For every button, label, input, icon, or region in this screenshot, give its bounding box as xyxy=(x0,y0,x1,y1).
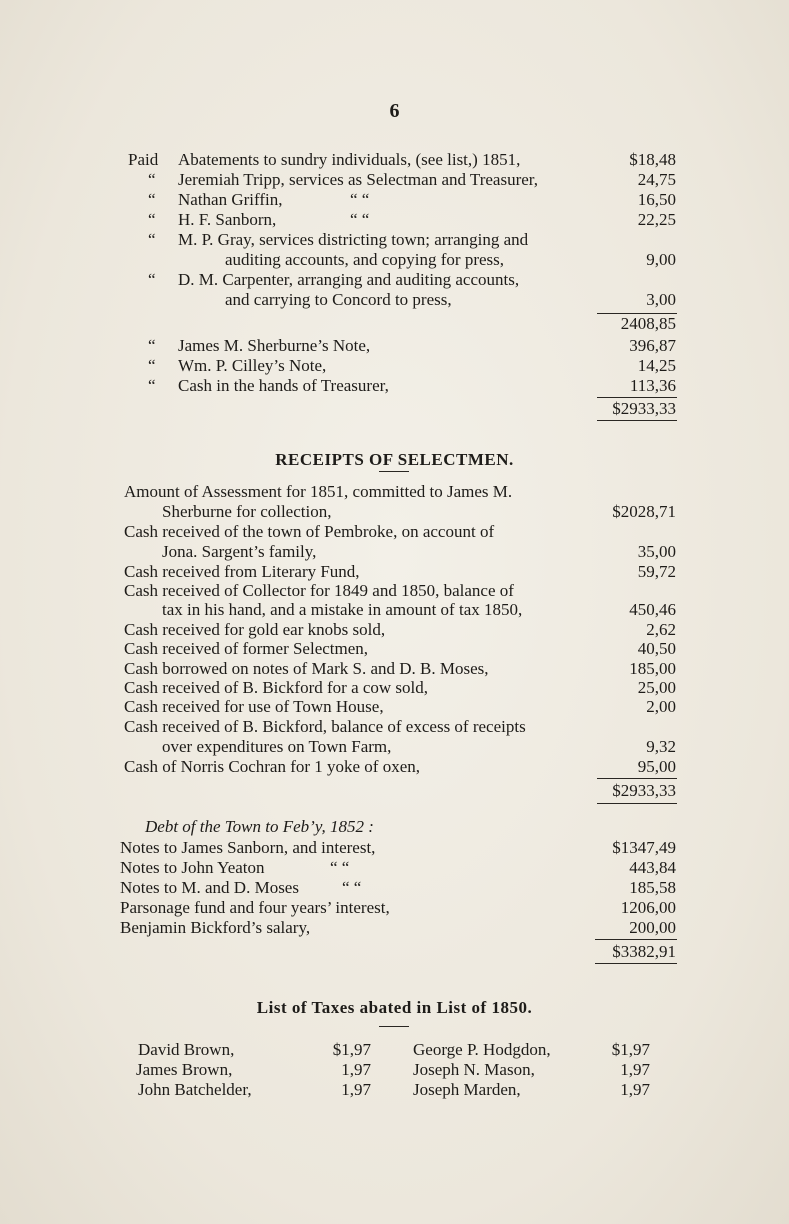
receipts-heading: RECEIPTS OF SELECTMEN. xyxy=(275,450,514,469)
receipt-row xyxy=(0,678,789,698)
ditto-marks: “ “ xyxy=(350,190,370,209)
payment-row xyxy=(0,230,789,250)
receipt-text: Cash received of B. Bickford for a cow sold, xyxy=(124,678,429,697)
abated-row xyxy=(0,1060,789,1080)
receipt-amount: 185,00 xyxy=(629,659,676,678)
debt-text: Notes to John Yeaton xyxy=(120,858,265,877)
abated-amount: 1,97 xyxy=(341,1060,371,1079)
receipt-text: Cash received of the town of Pembroke, on account of xyxy=(124,522,495,541)
debt-row xyxy=(0,838,789,858)
total-rule xyxy=(597,778,677,779)
receipt-row xyxy=(0,717,789,737)
debt-text: Parsonage fund and four years’ interest, xyxy=(120,898,390,917)
payment-row xyxy=(0,376,789,396)
abated-name: James Brown, xyxy=(136,1060,233,1079)
receipt-text: Sherburne for collection, xyxy=(162,502,332,521)
payment-amount: 22,25 xyxy=(637,210,676,229)
receipt-row-continuation xyxy=(0,502,789,522)
debt-amount: 200,00 xyxy=(629,918,676,937)
payment-text: auditing accounts, and copying for press, xyxy=(225,250,505,269)
payment-row xyxy=(0,210,789,230)
total-rule xyxy=(597,397,677,398)
abated-name: John Batchelder, xyxy=(138,1080,252,1099)
payments-total: $2933,33 xyxy=(612,399,676,418)
receipt-text: Cash received for gold ear knobs sold, xyxy=(124,620,386,639)
payment-prefix: “ xyxy=(148,356,156,375)
abated-heading: List of Taxes abated in List of 1850. xyxy=(256,998,533,1017)
ditto-marks: “ “ xyxy=(330,858,350,877)
payment-amount: 113,36 xyxy=(629,376,676,395)
payment-prefix: “ xyxy=(148,190,156,209)
abated-amount: 1,97 xyxy=(341,1080,371,1099)
receipts-total-row xyxy=(0,781,789,801)
payment-text: M. P. Gray, services districting town; arranging and xyxy=(178,230,529,249)
receipt-row xyxy=(0,482,789,502)
payments-subtotal: 2408,85 xyxy=(620,314,676,333)
abated-amount: $1,97 xyxy=(332,1040,371,1059)
abated-row xyxy=(0,1080,789,1100)
payment-amount: 3,00 xyxy=(646,290,676,309)
total-rule xyxy=(595,939,677,940)
payment-amount: 396,87 xyxy=(629,336,676,355)
debt-amount: $1347,49 xyxy=(612,838,676,857)
receipt-amount: 95,00 xyxy=(637,757,676,776)
payment-row-continuation xyxy=(0,250,789,270)
receipt-row xyxy=(0,659,789,679)
receipt-row xyxy=(0,757,789,777)
receipt-amount: $2028,71 xyxy=(612,502,676,521)
receipt-text: Amount of Assessment for 1851, committed to James M. xyxy=(124,482,513,501)
total-underline xyxy=(597,803,677,804)
payments-total-row xyxy=(0,399,789,419)
payment-text: H. F. Sanborn, xyxy=(178,210,277,229)
receipt-text: over expenditures on Town Farm, xyxy=(162,737,392,756)
debt-row xyxy=(0,878,789,898)
receipt-text: Cash borrowed on notes of Mark S. and D. B. Moses, xyxy=(124,659,489,678)
payment-row xyxy=(0,270,789,290)
debts-total: $3382,91 xyxy=(612,942,676,961)
receipts-total: $2933,33 xyxy=(612,781,676,800)
receipt-row xyxy=(0,522,789,542)
debt-amount: 185,58 xyxy=(629,878,676,897)
abated-row xyxy=(0,1040,789,1060)
total-underline xyxy=(595,963,677,964)
payment-text: D. M. Carpenter, arranging and auditing accounts, xyxy=(178,270,520,289)
payment-text: Jeremiah Tripp, services as Selectman and Treasurer, xyxy=(178,170,539,189)
debt-text: Benjamin Bickford’s salary, xyxy=(120,918,311,937)
debts-total-row xyxy=(0,942,789,962)
debt-row xyxy=(0,918,789,938)
page-number: 6 xyxy=(389,100,400,122)
receipt-amount: 9,32 xyxy=(646,737,676,756)
receipt-row xyxy=(0,639,789,659)
receipt-text: Cash received of Collector for 1849 and 1850, balance of xyxy=(124,581,514,600)
debt-amount: 1206,00 xyxy=(620,898,676,917)
payment-amount: 16,50 xyxy=(637,190,676,209)
payment-row xyxy=(0,150,789,170)
payment-row xyxy=(0,190,789,210)
payment-row-continuation xyxy=(0,290,789,310)
receipt-amount: 2,62 xyxy=(646,620,676,639)
debt-heading: Debt of the Town to Feb’y, 1852 : xyxy=(145,817,374,836)
payment-amount: 24,75 xyxy=(637,170,676,189)
debt-row xyxy=(0,858,789,878)
heading-rule xyxy=(379,1026,409,1027)
receipt-amount: 35,00 xyxy=(637,542,676,561)
receipt-row xyxy=(0,562,789,582)
payment-row xyxy=(0,170,789,190)
receipt-amount: 450,46 xyxy=(629,600,676,619)
abated-amount: $1,97 xyxy=(611,1040,650,1059)
receipt-text: Cash received for use of Town House, xyxy=(124,697,384,716)
receipt-amount: 2,00 xyxy=(646,697,676,716)
debt-text: Notes to James Sanborn, and interest, xyxy=(120,838,376,857)
receipt-amount: 25,00 xyxy=(637,678,676,697)
payment-row xyxy=(0,336,789,356)
receipt-amount: 59,72 xyxy=(637,562,676,581)
abated-name: George P. Hodgdon, xyxy=(413,1040,551,1059)
total-underline xyxy=(597,420,677,421)
receipt-text: Cash received of former Selectmen, xyxy=(124,639,369,658)
receipt-text: Cash received of B. Bickford, balance of excess of receipts xyxy=(124,717,526,736)
payment-amount: $18,48 xyxy=(629,150,676,169)
payment-text: James M. Sherburne’s Note, xyxy=(178,336,371,355)
ditto-marks: “ “ xyxy=(350,210,370,229)
payment-amount: 9,00 xyxy=(646,250,676,269)
abated-name: Joseph N. Mason, xyxy=(413,1060,535,1079)
abated-name: Joseph Marden, xyxy=(413,1080,521,1099)
receipt-row-continuation xyxy=(0,542,789,562)
debt-row xyxy=(0,898,789,918)
payments-subtotal-row xyxy=(0,314,789,334)
abated-name: David Brown, xyxy=(138,1040,235,1059)
debt-text: Notes to M. and D. Moses xyxy=(120,878,299,897)
payment-text: Cash in the hands of Treasurer, xyxy=(178,376,389,395)
receipt-text: Jona. Sargent’s family, xyxy=(162,542,317,561)
payment-text: Abatements to sundry individuals, (see list,) 1851, xyxy=(178,150,521,169)
payment-prefix: “ xyxy=(148,336,156,355)
debt-heading-row xyxy=(0,817,789,837)
receipt-row-continuation xyxy=(0,600,789,620)
debt-amount: 443,84 xyxy=(629,858,676,877)
receipt-row xyxy=(0,697,789,717)
receipt-text: tax in his hand, and a mistake in amount of tax 1850, xyxy=(162,600,523,619)
heading-rule xyxy=(379,471,409,472)
payment-amount: 14,25 xyxy=(637,356,676,375)
abated-amount: 1,97 xyxy=(620,1060,650,1079)
payment-row xyxy=(0,356,789,376)
receipt-text: Cash received from Literary Fund, xyxy=(124,562,360,581)
ditto-marks: “ “ xyxy=(342,878,362,897)
receipt-amount: 40,50 xyxy=(637,639,676,658)
payment-text: and carrying to Concord to press, xyxy=(225,290,452,309)
payment-prefix: Paid xyxy=(128,150,159,169)
payment-text: Wm. P. Cilley’s Note, xyxy=(178,356,327,375)
payment-text: Nathan Griffin, xyxy=(178,190,283,209)
receipt-row xyxy=(0,620,789,640)
receipt-row-continuation xyxy=(0,737,789,757)
payment-prefix: “ xyxy=(148,210,156,229)
receipt-text: Cash of Norris Cochran for 1 yoke of oxen, xyxy=(124,757,421,776)
payment-prefix: “ xyxy=(148,270,156,289)
payment-prefix: “ xyxy=(148,170,156,189)
payment-prefix: “ xyxy=(148,230,156,249)
payment-prefix: “ xyxy=(148,376,156,395)
receipt-row xyxy=(0,581,789,601)
abated-amount: 1,97 xyxy=(620,1080,650,1099)
